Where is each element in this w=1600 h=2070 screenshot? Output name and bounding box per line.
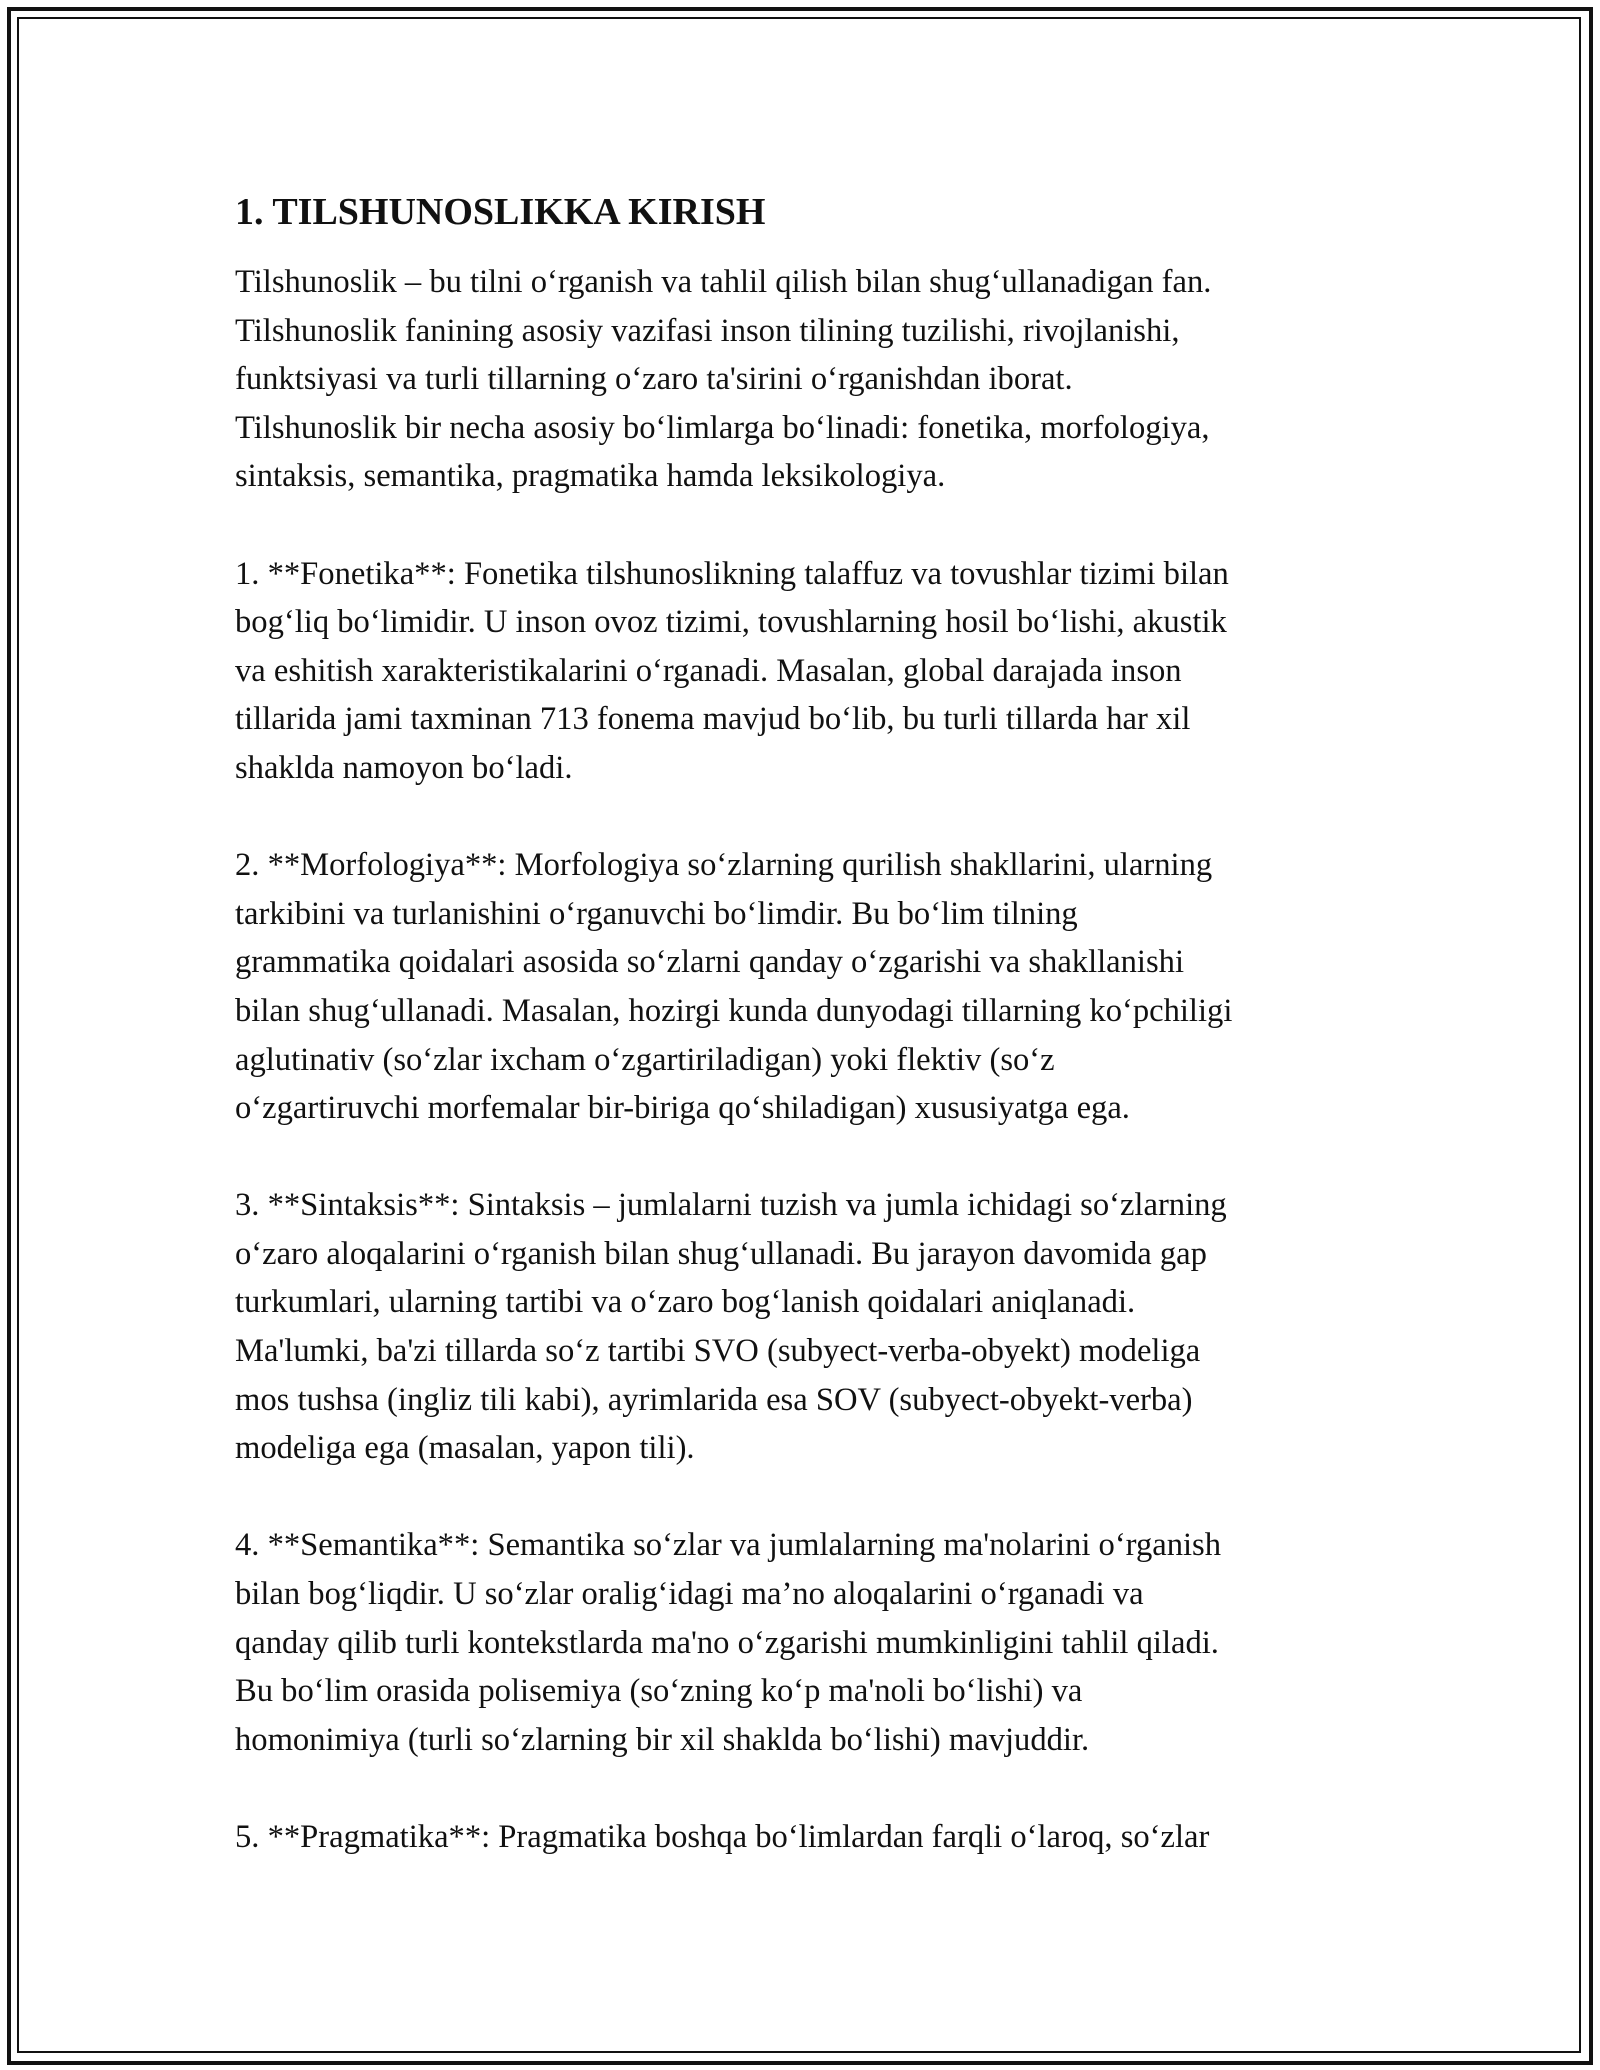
text-line: tarkibini va turlanishini o‘rganuvchi bo‘limdir. Bu bo‘lim tilning [235,895,1078,932]
paragraph [235,550,1405,793]
text-line: turkumlari, ularning tartibi va o‘zaro bog‘lanish qoidalari aniqlanadi. [235,1284,1136,1321]
text-line: homonimiya (turli so‘zlarning bir xil shaklda bo‘lishi) mavjuddir. [235,1721,1090,1758]
paragraph [235,1181,1405,1473]
paragraph [235,258,1405,501]
text-line: 2. **Morfologiya**: Morfologiya so‘zlarning qurilish shakllarini, ularning [235,847,1213,884]
text-line: modeliga ega (masalan, yapon tili). [235,1430,695,1467]
text-line: mos tushsa (ingliz tili kabi), ayrimlarida esa SOV (subyect-obyekt-verba) [235,1381,1193,1418]
text-line: aglutinativ (so‘zlar ixcham o‘zgartiriladigan) yoki flektiv (so‘z [235,1041,1055,1078]
paragraph [235,1813,1405,1862]
text-line: o‘zgartiruvchi morfemalar bir-biriga qo‘shiladigan) xususiyatga ega. [235,1090,1130,1127]
text-line: shaklda namoyon bo‘ladi. [235,749,573,786]
text-line: bilan bog‘liqdir. U so‘zlar oralig‘idagi ma’no aloqalarini o‘rganadi va [235,1576,1144,1613]
text-line: Tilshunoslik bir necha asosiy bo‘limlarga bo‘linadi: fonetika, morfologiya, [235,409,1210,446]
text-line: 3. **Sintaksis**: Sintaksis – jumlalarni tuzish va jumla ichidagi so‘zlarning [235,1187,1227,1224]
text-line: bilan shug‘ullanadi. Masalan, hozirgi kunda dunyodagi tillarning ko‘pchiligi [235,992,1233,1029]
text-line: 4. **Semantika**: Semantika so‘zlar va jumlalarning ma'nolarini o‘rganish [235,1527,1221,1564]
text-line: Ma'lumki, ba'zi tillarda so‘z tartibi SVO (subyect-verba-obyekt) modeliga [235,1333,1201,1370]
document-title: 1. TILSHUNOSLIKKA KIRISH [235,191,766,233]
document-body [235,184,1405,1910]
text-line: funktsiyasi va turli tillarning o‘zaro ta'sirini o‘rganishdan iborat. [235,361,1073,398]
text-line: qanday qilib turli kontekstlarda ma'no o‘zgarishi mumkinligini tahlil qiladi. [235,1624,1219,1661]
text-line: sintaksis, semantika, pragmatika hamda leksikologiya. [235,458,946,495]
text-line: grammatika qoidalari asosida so‘zlarni qanday o‘zgarishi va shakllanishi [235,944,1184,981]
paragraph [235,841,1405,1133]
text-line: bog‘liq bo‘limidir. U inson ovoz tizimi, tovushlarning hosil bo‘lishi, akustik [235,604,1227,641]
text-line: Tilshunoslik fanining asosiy vazifasi inson tilining tuzilishi, rivojlanishi, [235,312,1180,349]
text-line: 1. **Fonetika**: Fonetika tilshunoslikning talaffuz va tovushlar tizimi bilan [235,555,1229,592]
text-line: o‘zaro aloqalarini o‘rganish bilan shug‘ullanadi. Bu jarayon davomida gap [235,1235,1207,1272]
text-line: Tilshunoslik – bu tilni o‘rganish va tahlil qilish bilan shug‘ullanadigan fan. [235,264,1212,300]
text-line: tillarida jami taxminan 713 fonema mavjud bo‘lib, bu turli tillarda har xil [235,701,1191,738]
text-line: Bu bo‘lim orasida polisemiya (so‘zning ko‘p ma'noli bo‘lishi) va [235,1673,1083,1710]
text-line: va eshitish xarakteristikalarini o‘rganadi. Masalan, global darajada inson [235,652,1182,689]
text-line: 5. **Pragmatika**: Pragmatika boshqa bo‘limlardan farqli o‘laroq, so‘zlar [235,1819,1210,1855]
paragraph [235,1521,1405,1764]
paragraph-list [235,258,1405,1862]
